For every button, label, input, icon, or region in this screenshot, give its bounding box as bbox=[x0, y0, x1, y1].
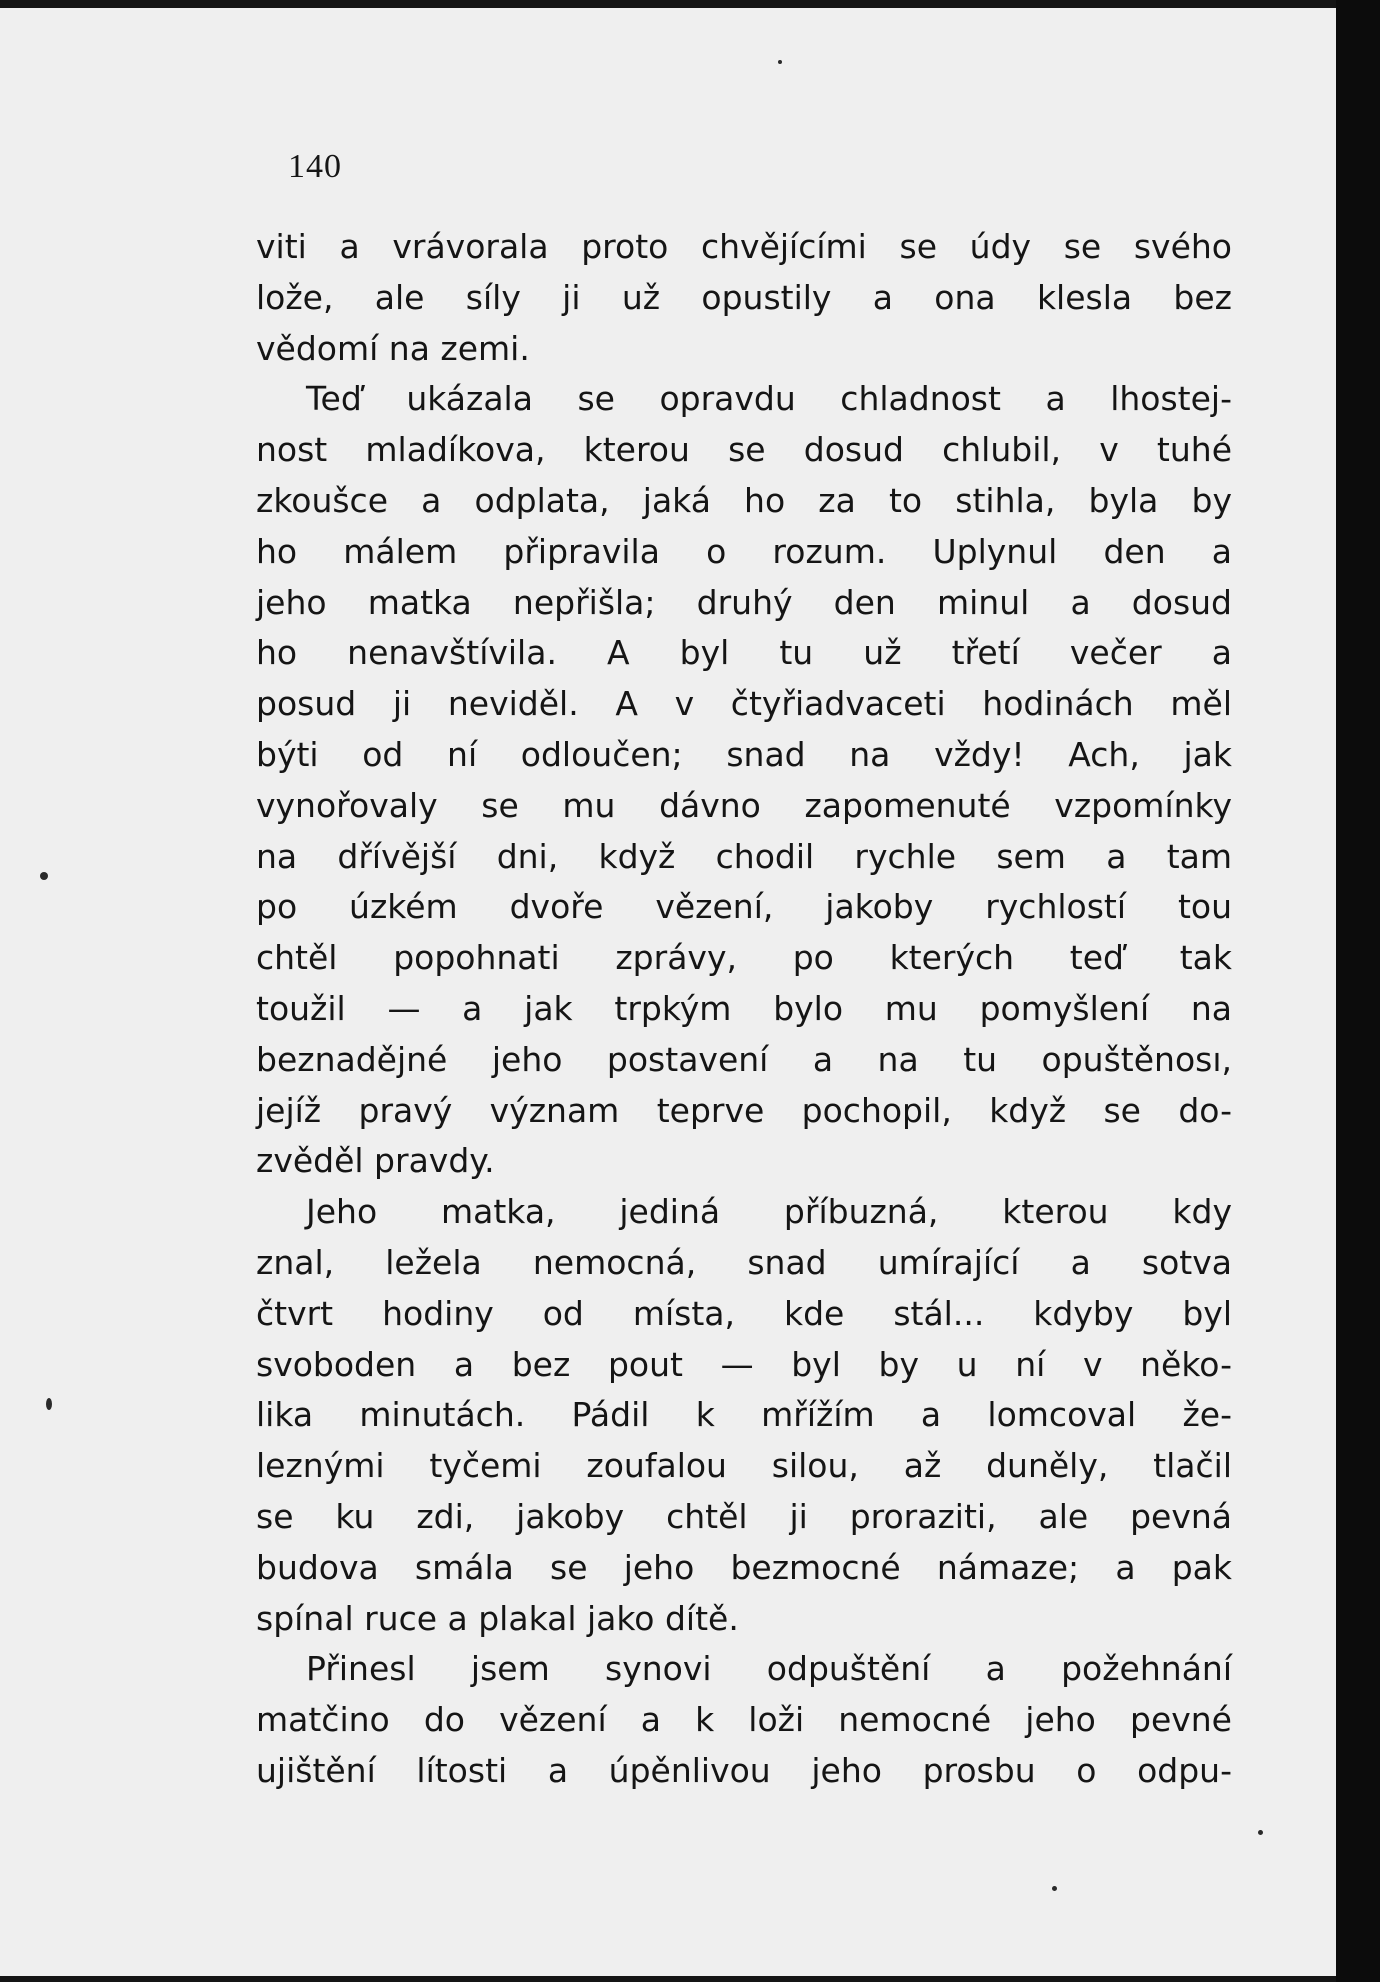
text-line: chtěl popohnati zprávy, po kterých teď tak bbox=[256, 938, 1232, 978]
text-line: vynořovaly se mu dávno zapomenuté vzpomínky bbox=[256, 785, 1232, 825]
text-line: po úzkém dvoře vězení, jakoby rychlostí tou bbox=[256, 887, 1232, 927]
text-line: posud ji neviděl. A v čtyřiadvaceti hodinách měl bbox=[256, 684, 1232, 724]
text-line: čtvrt hodiny od místa, kde stál... kdyby byl bbox=[256, 1293, 1232, 1333]
body-text bbox=[256, 222, 1232, 1797]
text-line: budova smála se jeho bezmocné námaze; a pak bbox=[256, 1547, 1232, 1587]
scanned-book-page bbox=[0, 8, 1336, 1976]
text-line: spínal ruce a plakal jako dítě. bbox=[256, 1598, 739, 1638]
text-line: toužil — a jak trpkým bylo mu pomyšlení na bbox=[256, 988, 1232, 1028]
text-line: beznadějné jeho postavení a na tu opuštěnosı, bbox=[256, 1039, 1232, 1079]
text-line: jejíž pravý význam teprve pochopil, když se do- bbox=[256, 1090, 1232, 1130]
scan-edge bbox=[1336, 0, 1380, 1982]
text-line: lika minutách. Pádil k mřížím a lomcoval že- bbox=[256, 1395, 1232, 1435]
text-line: svoboden a bez pout — byl by u ní v něko- bbox=[256, 1344, 1232, 1384]
text-line: Teď ukázala se opravdu chladnost a lhostej- bbox=[306, 379, 1232, 419]
scan-speck bbox=[46, 1398, 52, 1410]
paragraph-2 bbox=[256, 374, 1232, 1187]
scan-speck bbox=[1258, 1830, 1263, 1835]
paragraph-1 bbox=[256, 222, 1232, 374]
text-line: vědomí na zemi. bbox=[256, 328, 530, 368]
text-line: zvěděl pravdy. bbox=[256, 1141, 495, 1181]
scan-speck bbox=[1052, 1886, 1057, 1891]
scan-speck bbox=[778, 60, 782, 64]
text-line: ho málem připravila o rozum. Uplynul den a bbox=[256, 531, 1232, 571]
paragraph-3 bbox=[256, 1187, 1232, 1644]
text-line: lože, ale síly ji už opustily a ona klesla bez bbox=[256, 277, 1232, 317]
scan-speck bbox=[40, 872, 48, 880]
text-line: na dřívější dni, když chodil rychle sem a tam bbox=[256, 836, 1232, 876]
text-line: leznými tyčemi zoufalou silou, až duněly, tlačil bbox=[256, 1446, 1232, 1486]
text-line: ujištění lítosti a úpěnlivou jeho prosbu o odpu- bbox=[256, 1750, 1232, 1790]
text-line: jeho matka nepřišla; druhý den minul a dosud bbox=[256, 582, 1232, 622]
text-line: Přinesl jsem synovi odpuštění a požehnání bbox=[306, 1649, 1232, 1689]
text-line: býti od ní odloučen; snad na vždy! Ach, jak bbox=[256, 734, 1232, 774]
text-line: viti a vrávorala proto chvějícími se údy se svého bbox=[256, 227, 1232, 266]
text-line: zkoušce a odplata, jaká ho za to stihla, byla by bbox=[256, 480, 1232, 520]
text-line: Jeho matka, jediná příbuzná, kterou kdy bbox=[306, 1192, 1232, 1232]
page-number: 140 bbox=[288, 148, 342, 185]
text-line: se ku zdi, jakoby chtěl ji proraziti, ale pevná bbox=[256, 1496, 1232, 1536]
text-line: znal, ležela nemocná, snad umírající a sotva bbox=[256, 1242, 1232, 1282]
text-line: ho nenavštívila. A byl tu už třetí večer a bbox=[256, 633, 1232, 673]
paragraph-4 bbox=[256, 1644, 1232, 1796]
text-line: nost mladíkova, kterou se dosud chlubil, v tuhé bbox=[256, 430, 1232, 470]
text-line: matčino do vězení a k loži nemocné jeho pevné bbox=[256, 1700, 1232, 1740]
